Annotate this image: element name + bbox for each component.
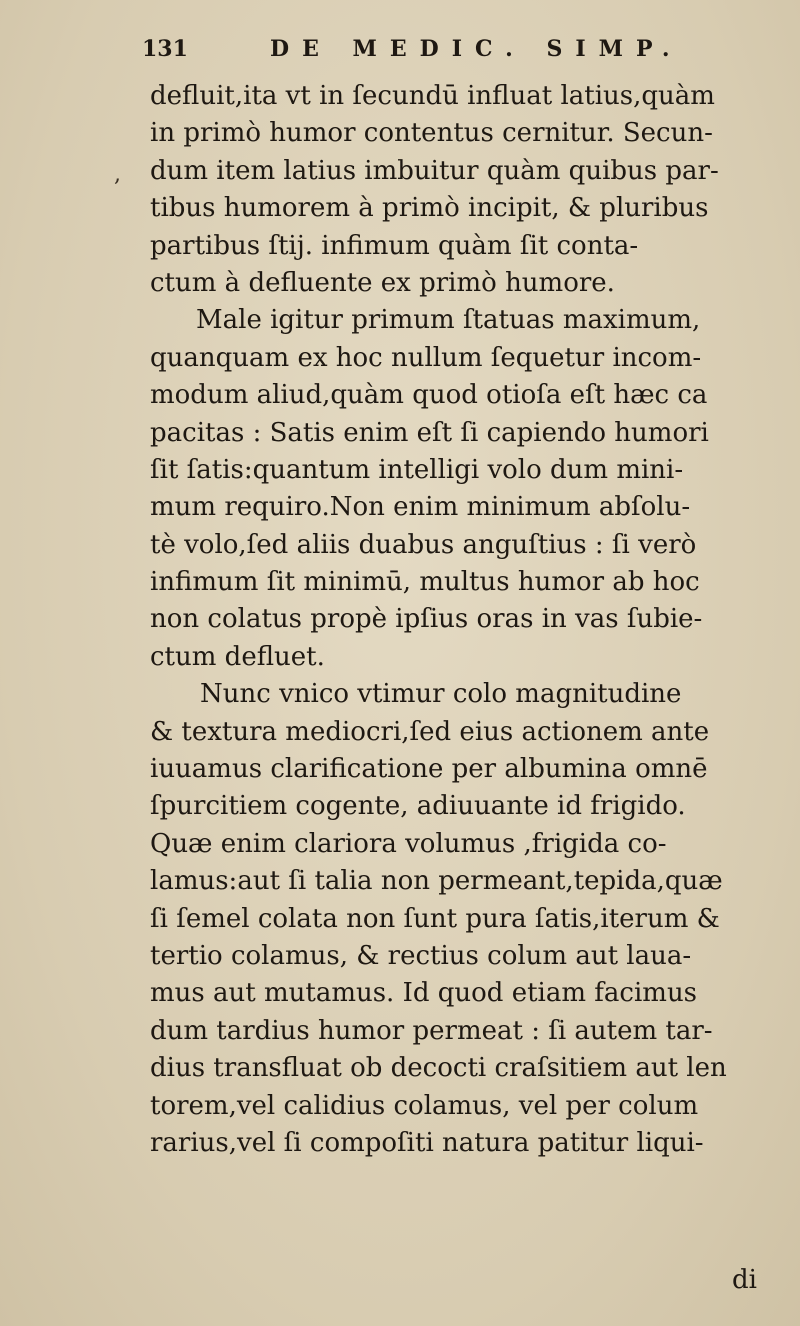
text-line: iuuamus clarificatione per albumina omnē [150,754,708,785]
text-line: infimum ſit minimū, multus humor ab hoc [150,567,700,598]
text-line: Quæ enim clariora volumus ,frigida co- [150,828,667,859]
body-text [150,78,770,1162]
text-line: dum tardius humor permeat : ſi autem tar- [150,1015,713,1046]
text-line: mus aut mutamus. Id quod etiam facimus [150,978,698,1009]
text-line: ſit ſatis:quantum intelligi volo dum mini- [150,454,684,485]
text-line: tè volo,ſed aliis duabus anguſtius : ſi verò [150,529,697,560]
text-line: ſi ſemel colata non ſunt pura ſatis,iterum & [150,903,720,934]
text-line: pacitas : Satis enim eſt ſi capiendo humori [150,417,709,448]
margin-mark: , [114,162,121,187]
text-line: mum requiro.Non enim minimum abſolu- [150,492,691,523]
text-line: Male igitur primum ſtatuas maximum, [196,305,701,336]
text-line: dum item latius imbuitur quàm quibus par- [150,155,719,186]
text-line: Nunc vnico vtimur colo magnitudine [200,679,682,710]
text-line: partibus ſtij. infimum quàm ſit conta- [150,230,639,261]
text-line: torem,vel calidius colamus, vel per colum [150,1090,699,1121]
text-line: tertio colamus, & rectius colum aut laua- [150,940,692,971]
text-line: quanquam ex hoc nullum ſequetur incom- [150,342,702,373]
text-line: ctum defluet. [150,641,325,672]
text-line: dius transfluat ob decocti craſsitiem aut len [150,1053,727,1084]
text-line: defluit,ita vt in ſecundū influat latius,quàm [150,81,715,111]
text-line: ctum à defluente ex primò humore. [150,267,615,298]
running-head: DE MEDIC. SIMP. [270,36,683,62]
text-line: in primò humor contentus cernitur. Secun- [150,118,713,149]
text-line: tibus humorem à primò incipit, & pluribus [150,193,709,224]
text-line: modum aliud,quàm quod otioſa eſt hæc ca [150,380,708,411]
text-line: lamus:aut ſi talia non permeant,tepida,quæ [150,866,723,897]
text-line: non colatus propè ipſius oras in vas ſubie- [150,604,703,635]
catchword: di [732,1265,757,1295]
page-number: 131 [142,36,188,62]
text-line: & textura mediocri,ſed eius actionem ante [150,716,710,747]
text-line: ſpurcitiem cogente, adiuuante id frigido. [150,791,686,822]
text-line: rarius,vel ſi compoſiti natura patitur liqui- [150,1127,704,1158]
page-header [142,36,702,72]
